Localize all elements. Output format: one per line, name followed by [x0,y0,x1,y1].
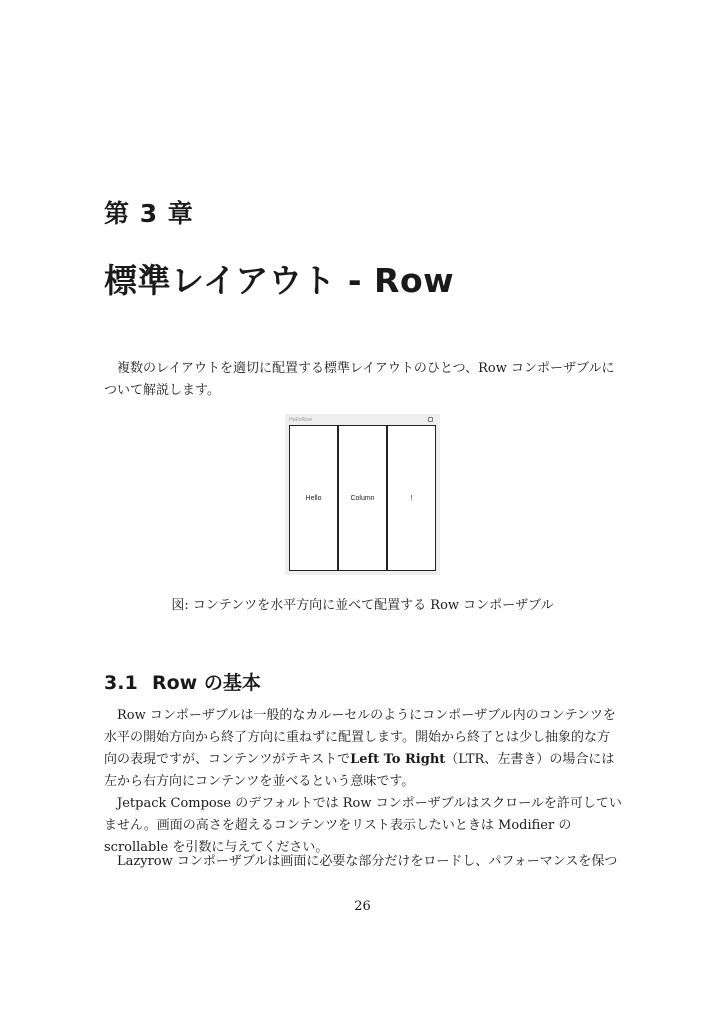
figure-cell-exclamation: ! [387,425,436,571]
section-number: 3.1 [104,672,138,694]
body-paragraph-3: Lazyrow コンポーザブルは画面に必要な部分だけをロードし、パフォーマンスを保つ [117,854,618,869]
p1-text-before: Row コンポーザブルは一般的なカルーセルのようにコンポーザブル内のコンテンツを水平の開始方向から終了方向に重ねずに配置します。開始から終了とは少し抽象的な方向の表現ですが、コンテンツがテキストで [104,708,616,767]
p1-text-after: （LTR、左書き）の場合には左から右方向にコンテンツを並べるという意味です。 [104,752,615,789]
figure-screen [289,425,436,571]
body-paragraph-1 [104,705,622,793]
figure-cell-hello: Hello [289,425,338,571]
section-heading [104,668,261,695]
figure-window-icon [428,417,433,422]
figure-cell-column: Column [338,425,387,571]
p1-bold-text: Left To Right [350,752,446,767]
chapter-title: 標準レイアウト - Row [104,261,455,300]
figure-caption: 図: コンテンツを水平方向に並べて配置する Row コンポーザブル [171,598,554,613]
intro-paragraph: 複数のレイアウトを適切に配置する標準レイアウトのひとつ、Row コンポーザブルについて解説します。 [104,361,615,398]
body-paragraph-2: Jetpack Compose のデフォルトでは Row コンポーザブルはスクロールを許可していません。画面の高さを超えるコンテンツをリスト表示したいときは Modifier の scrollable を引数に与えてください。 [104,796,622,855]
chapter-label: 第 3 章 [104,199,194,228]
section-title: Row の基本 [152,672,261,694]
figure-app-title: HelloRow [289,417,313,423]
page-number: 26 [354,899,371,914]
